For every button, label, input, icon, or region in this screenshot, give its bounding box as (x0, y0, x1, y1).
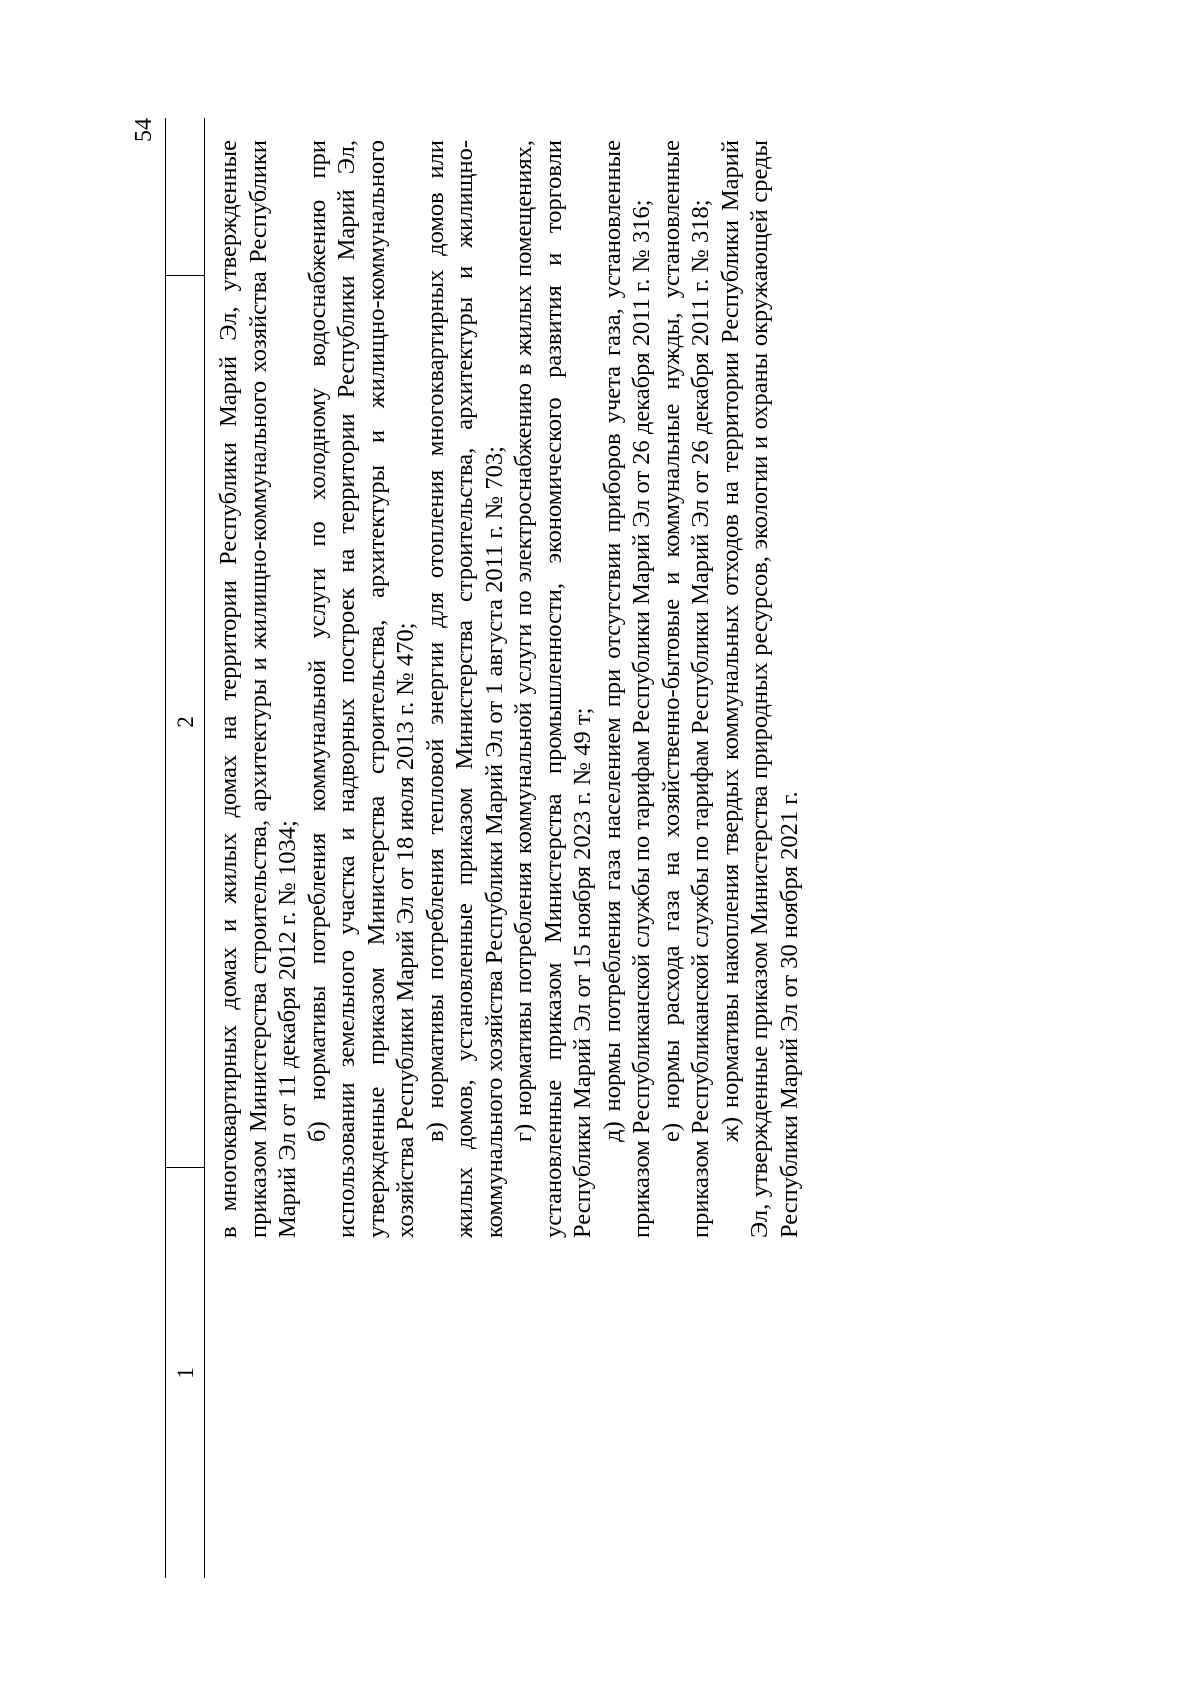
table-header-border (204, 118, 205, 1578)
table-header-col-1: 1 (173, 1367, 198, 1379)
table-cell-col-2 (214, 140, 804, 1238)
table-header-col-2: 2 (173, 716, 198, 728)
paragraph: ж) нормативы накопления твердых коммунальных отходов на территории Республики Марий Эл, утвержденные приказом Министерства природных ресурсов, экологии и охраны окружающей среды Республики Марий Эл от 30 ноября 2021 г. (716, 140, 803, 1238)
paragraph: д) нормы потребления газа населением при отсутствии приборов учета газа, установленные приказом Республиканской службы по тарифам Республики Марий Эл от 26 декабря 2011 г. № 316; (598, 140, 655, 1238)
paragraph: е) нормы расхода газа на хозяйственно-бытовые и коммунальные нужды, установленные приказом Республиканской службы по тарифам Республики Марий Эл от 26 декабря 2011 г. № 318; (657, 140, 714, 1238)
paragraph: в) нормативы потребления тепловой энергии для отопления многоквартирных домов или жилых домов, установленные приказом Министерства строительства, архитектуры и жилищно-коммунального хозяйства Республики Марий Эл от 1 августа 2011 г. № 703; (421, 140, 508, 1238)
paragraph: г) нормативы потребления коммунальной услуги по электроснабжению в жилых помещениях, установленные приказом Министерства промышленности, экономического развития и торговли Республики Марий Эл от 15 ноября 2023 г. № 49 т; (510, 140, 596, 1238)
rotated-sheet (130, 118, 1070, 1578)
table-top-border (165, 118, 166, 1578)
page-number: 54 (131, 118, 157, 142)
paragraph: в многоквартирных домах и жилых домах на территории Республики Марий Эл, утвержденные приказом Министерства строительства, архитектуры и жилищно-коммунального хозяйства Республики Марий Эл от 11 декабря 2012 г. № 1034; (215, 140, 301, 1238)
paragraph: б) нормативы потребления коммунальной услуги по холодному водоснабжению при использовании земельного участка и надворных построек на территории Республики Марий Эл, утвержденные приказом Министерства строительства, архитектуры и жилищно-коммунального хозяйства Республики Марий Эл от 18 июля 2013 г. № 470; (303, 140, 419, 1238)
